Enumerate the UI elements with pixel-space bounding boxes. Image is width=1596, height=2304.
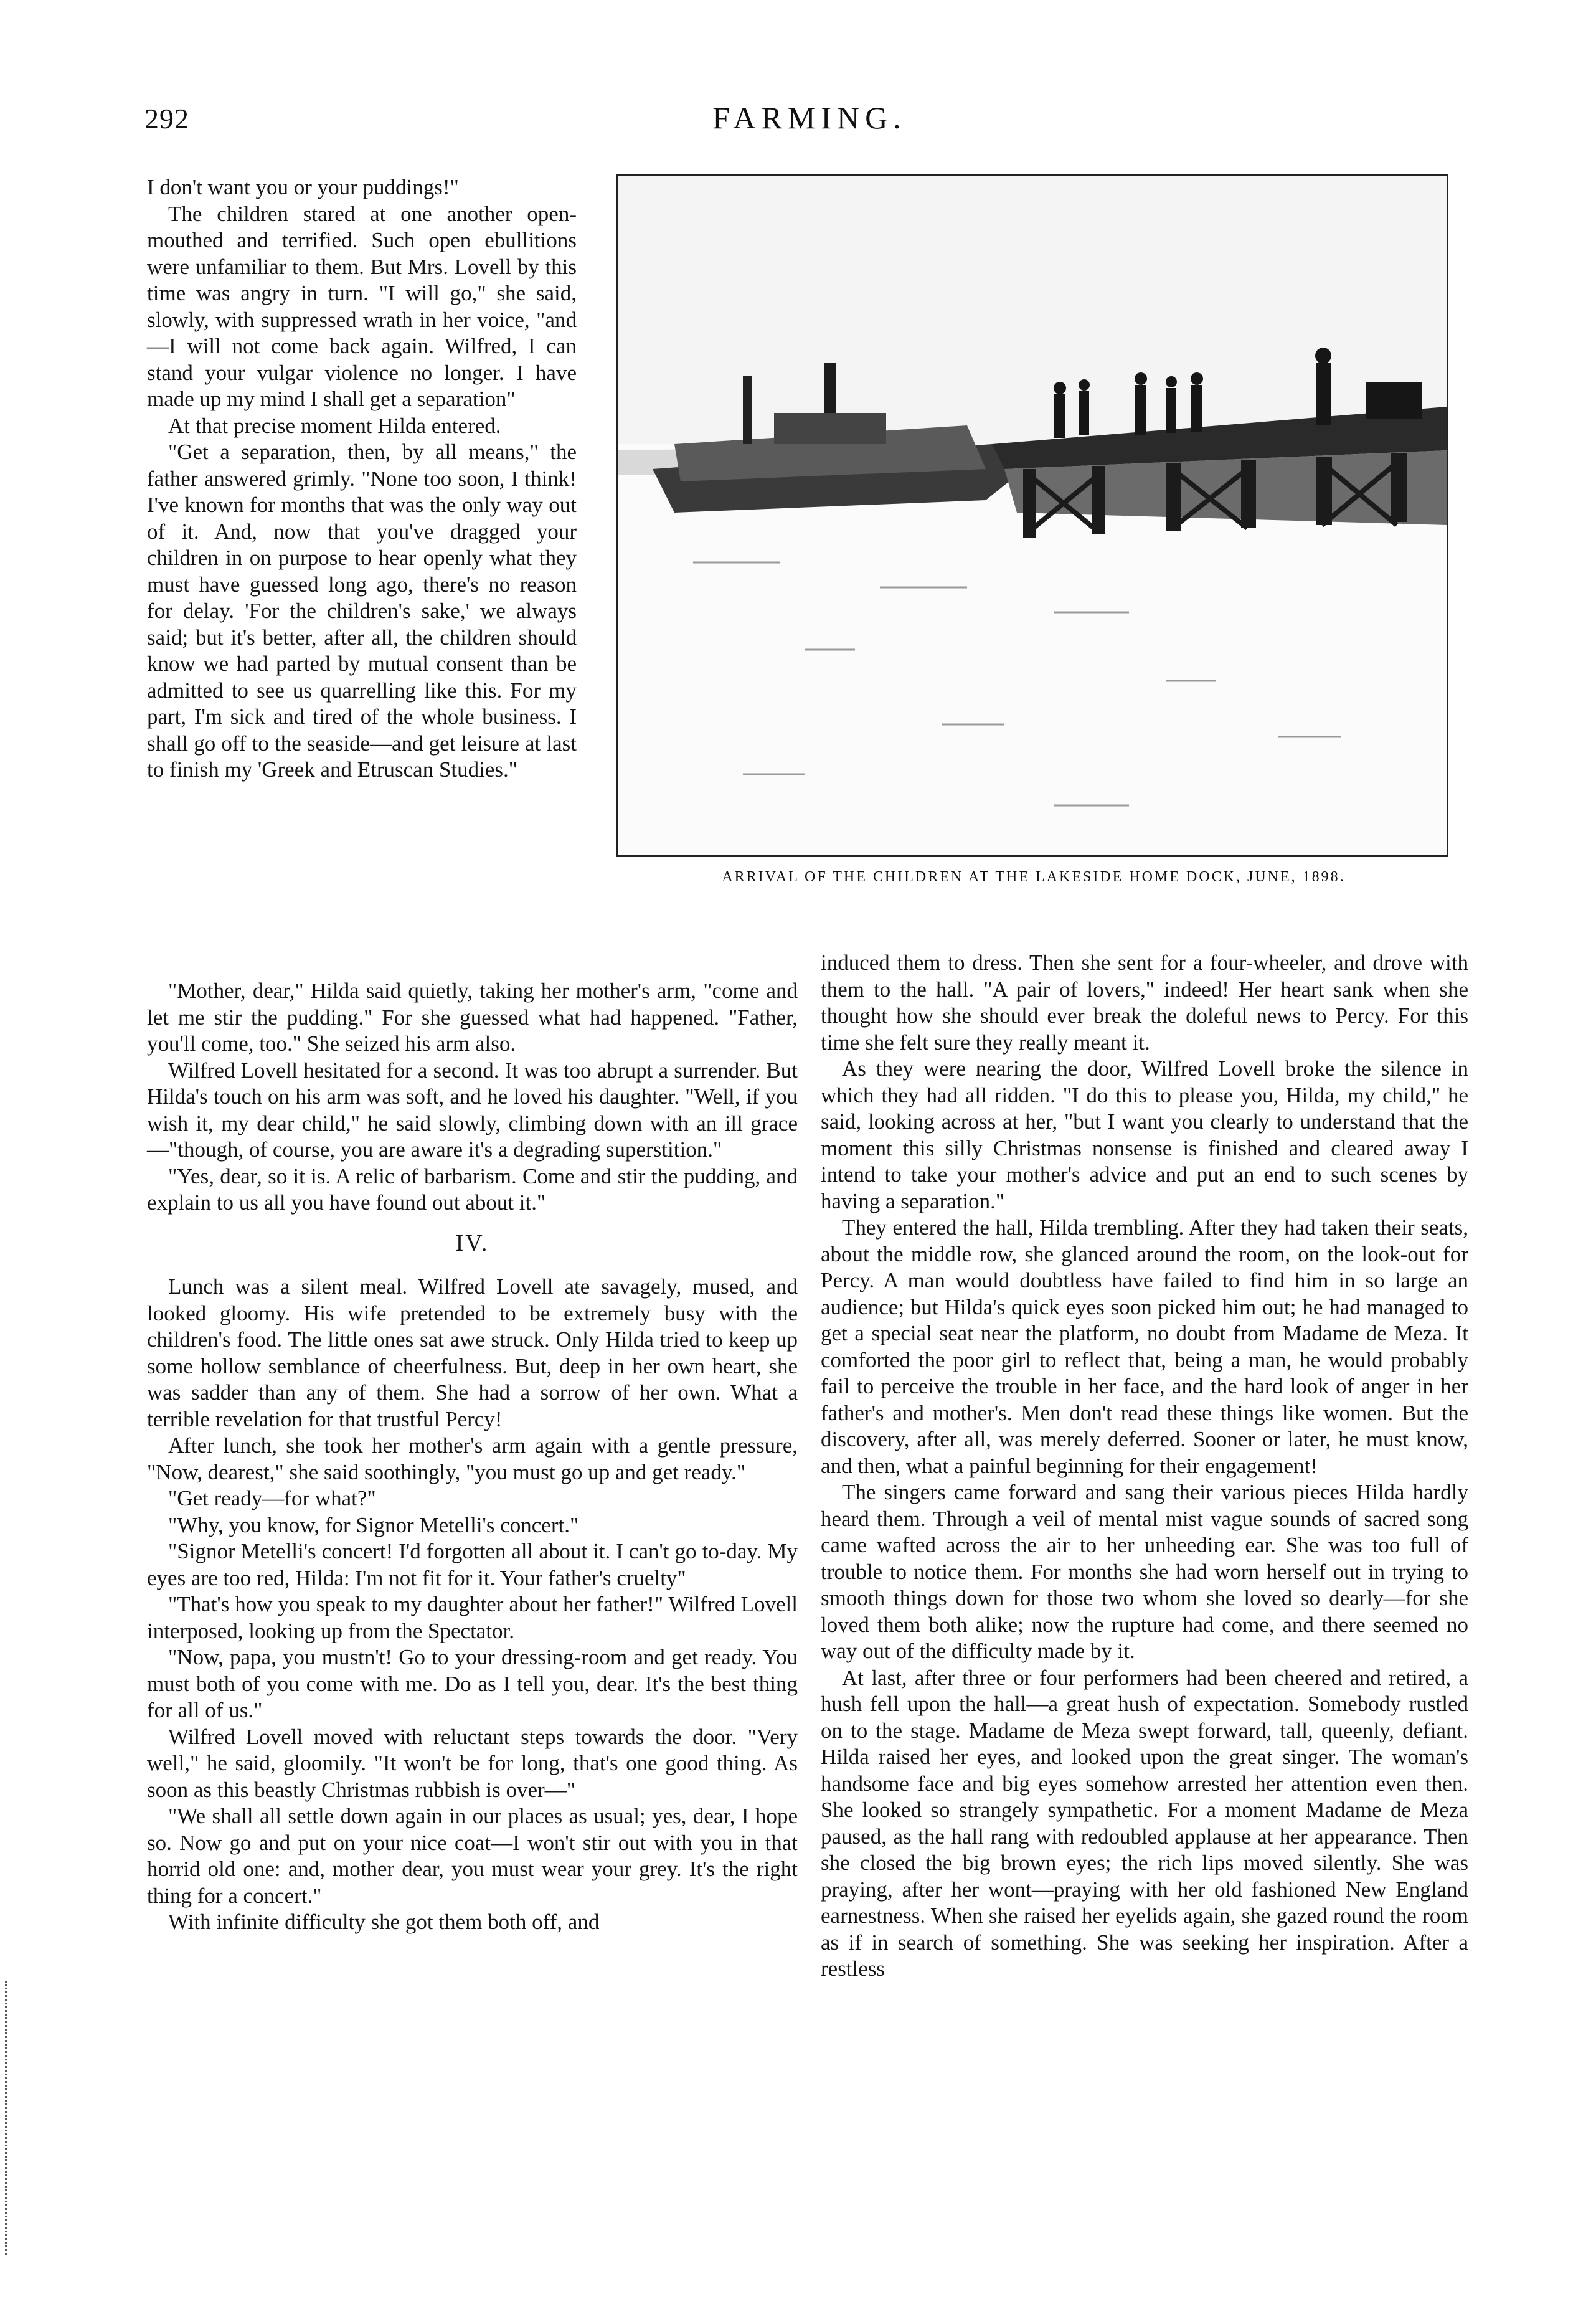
paragraph: "We shall all settle down again in our places as usual; yes, dear, I hope so. Now go and put on your nice coat—I won't stir out with you in that horrid old one: and, mother dear, you must wear your grey. It's the right thing for a concert." bbox=[147, 1804, 798, 1908]
paragraph: At last, after three or four performers had been cheered and retired, a hush fell upon the hall—a great hush of expectation. Somebody rustled on to the stage. Madame de Meza swept forward, tall, queenly, defiant. Hilda raised her eyes, and looked upon the great singer. The woman's handsome face and big eyes somehow arrested her attention even then. She looked so strangely sympathetic. For a moment Madame de Meza paused, as the hall rang with redoubled applause at her appearance. Then she closed the big brown eyes; the rich lips moved silently. She was praying, after her wont—praying with her old fashioned New England earnestness. When she raised her eyelids again, she gazed round the room as if in search of something. She was seeking her inspiration. After a restless bbox=[821, 1665, 1468, 1981]
figure-caption: ARRIVAL OF THE CHILDREN AT THE LAKESIDE HOME DOCK, JUNE, 1898. bbox=[722, 869, 1346, 885]
paragraph: "Now, papa, you mustn't! Go to your dressing-room and get ready. You must both of you come with me. Do as I tell you, dear. It's the best thing for all of us." bbox=[147, 1645, 798, 1722]
paragraph: Wilfred Lovell moved with reluctant steps towards the door. "Very well," he said, gloomily. "It won't be for long, that's one good thing. As soon as this beastly Christmas rubbish is over—" bbox=[147, 1724, 798, 1802]
paragraph: With infinite difficulty she got them both off, and bbox=[168, 1910, 600, 1934]
dock-engraving bbox=[618, 176, 1447, 855]
paragraph: "Get a separation, then, by all means," the father answered grimly. "None too soon, I think! I've known for months that was the only way out of it. And, now that you've dragged your children in on purpose to hear openly what they must have guessed long ago, there's no reason for delay. 'For the children's sake,' we always said; but it's better, after all, the children should know we had parted by mutual consent than be admitted to see us quarrelling like this. For my part, I'm sick and tired of the whole business. I shall go off to the seaside—and get leisure at last to finish my 'Greek and Etruscan Studies." bbox=[147, 440, 577, 782]
section-heading: IV. bbox=[455, 1230, 489, 1256]
paragraph: Wilfred Lovell hesitated for a second. It was too abrupt a surrender. But Hilda's touch on his arm was soft, and he loved his daughter. "Well, if you wish it, my dear child," he said slowly, climbing down with an ill grace—"though, of course, you are aware it's a degrading superstition." bbox=[147, 1058, 798, 1162]
paragraph: At that precise moment Hilda entered. bbox=[168, 413, 501, 438]
paragraph: "Mother, dear," Hilda said quietly, taking her mother's arm, "come and let me stir the pudding." For she guessed what had happened. "Father, you'll come, too." She seized his arm also. bbox=[147, 979, 798, 1056]
paragraph: induced them to dress. Then she sent for a four-wheeler, and drove with them to the hall. "A pair of lovers," indeed! Her heart sank when she thought how she should ever break the doleful news to Percy. For this time she felt sure they really meant it. bbox=[821, 951, 1468, 1055]
paragraph: "That's how you speak to my daughter about her father!" Wilfred Lovell interposed, looking up from the Spectator. bbox=[147, 1592, 798, 1643]
paragraph: I don't want you or your puddings!" bbox=[147, 175, 459, 199]
paragraph: "Why, you know, for Signor Metelli's concert." bbox=[168, 1512, 579, 1537]
column-right bbox=[821, 950, 1468, 1983]
page-number: 292 bbox=[144, 103, 189, 135]
paragraph: After lunch, she took her mother's arm again with a gentle pressure, "Now, dearest," she said soothingly, "you must go up and get ready." bbox=[147, 1433, 798, 1484]
paragraph: As they were nearing the door, Wilfred Lovell broke the silence in which they had all ridden. "I do this to please you, Hilda, my child," he said, looking across at her, "but I want you clearly to understand that the moment this silly Christmas nonsense is finished and cleared away I intend to take your mother's advice and put an end to such scenes by having a separation." bbox=[821, 1056, 1468, 1213]
paragraph: Lunch was a silent meal. Wilfred Lovell ate savagely, mused, and looked gloomy. His wife pretended to be extremely busy with the children's food. The little ones sat awe struck. Only Hilda tried to keep up some hollow semblance of cheerfulness. But, deep in her own heart, she was sadder than any of them. She had a sorrow of her own. What a terrible revelation for that trustful Percy! bbox=[147, 1274, 798, 1431]
column-left-lower bbox=[147, 978, 798, 1936]
paragraph: They entered the hall, Hilda trembling. After they had taken their seats, about the middle row, she glanced around the room, on the look-out for Percy. A man would doubtless have failed to find him in so large an audience; but Hilda's quick eyes soon picked him out; he had managed to get a special seat near the platform, no doubt from Madame de Meza. It comforted the poor girl to reflect that, being a man, he would probably fail to perceive the trouble in her face, and the hard look of anger in her father's and mother's. Men don't read these things like women. But the discovery, after all, was merely deferred. Sooner or later, he must know, and then, what a painful beginning for their engagement! bbox=[821, 1215, 1468, 1478]
illustration-lakeside-dock bbox=[616, 174, 1448, 857]
paragraph: The children stared at one another open-mouthed and terrified. Such open ebullitions were unfamiliar to them. But Mrs. Lovell by this time was angry in turn. "I will go," she said, slowly, with suppressed wrath in her voice, "and—I will not come back again. Wilfred, I can stand your vulgar violence no longer. I have made up my mind I shall get a separation" bbox=[147, 201, 577, 411]
paragraph: "Yes, dear, so it is. A relic of barbarism. Come and stir the pudding, and explain to us all you have found out about it." bbox=[147, 1164, 798, 1215]
column-left-upper bbox=[147, 174, 577, 784]
paragraph: The singers came forward and sang their various pieces Hilda hardly heard them. Through a veil of mental mist vague sounds of sacred song came wafted across the air to her unheeding ear. She was too full of trouble to notice them. For months she had worn herself out in trying to smooth things down for those two whom she loved so dearly—for she loved them both alike; now the rupture had come, and there seemed no way out of the difficulty made by it. bbox=[821, 1480, 1468, 1663]
paragraph: "Get ready—for what?" bbox=[168, 1486, 376, 1510]
running-title: FARMING. bbox=[712, 100, 907, 135]
paragraph: "Signor Metelli's concert! I'd forgotten all about it. I can't go to-day. My eyes are too red, Hilda: I'm not fit for it. Your father's cruelty" bbox=[147, 1539, 798, 1590]
binding-edge-marks bbox=[5, 1981, 17, 2255]
